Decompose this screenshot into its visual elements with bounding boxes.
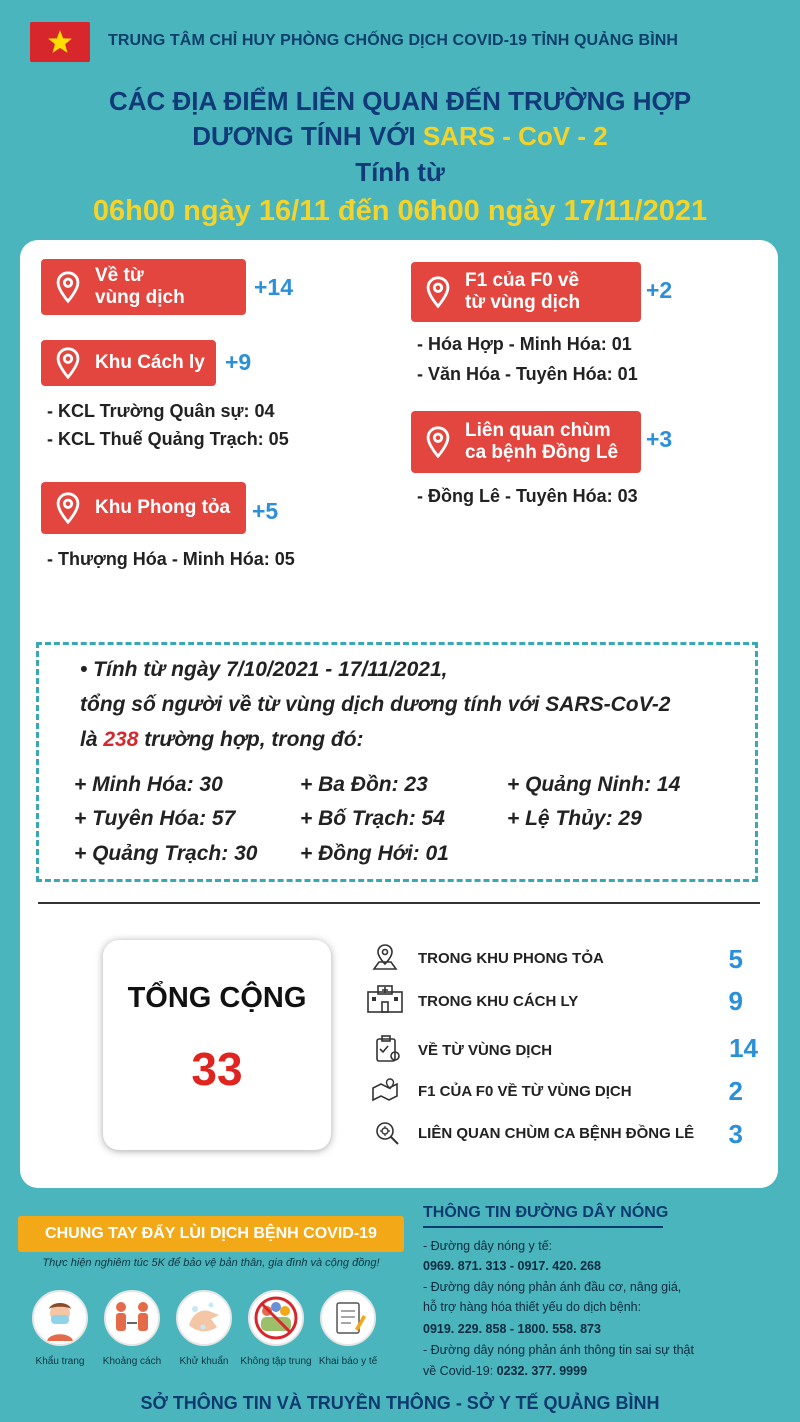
hotline-text: - Đường dây nóng phản ánh thông tin sai sự thật — [423, 1343, 694, 1357]
location-pin-icon — [51, 491, 85, 525]
count-f1-cua-f0: +2 — [646, 277, 673, 303]
mask-icon — [32, 1290, 88, 1346]
total-box — [103, 940, 331, 1150]
title-line-3: Tính từ — [355, 157, 445, 187]
stat-label: LIÊN QUAN CHÙM CA BỆNH ĐỒNG LÊ — [418, 1125, 695, 1142]
stat-label: TRONG KHU CÁCH LY — [418, 993, 579, 1010]
location-pin-icon — [421, 425, 455, 459]
district-count: + Quảng Ninh: 14 — [507, 773, 681, 796]
district-count: + Đồng Hới: 01 — [300, 842, 449, 865]
hotline-number: 0969. 871. 313 - 0917. 420. 268 — [423, 1259, 601, 1273]
district-count: + Ba Đồn: 23 — [300, 773, 428, 796]
count-khu-cach-ly: +9 — [225, 349, 252, 375]
k5-label: Khử khuẩn — [179, 1356, 229, 1367]
map-route-icon — [370, 1076, 400, 1106]
tag-khu-cach-ly: Khu Cách ly — [41, 340, 216, 386]
tag-ve-tu-vung-dich: Về từ vùng dịch — [41, 259, 246, 315]
campaign-banner: CHUNG TAY ĐẨY LÙI DỊCH BỆNH COVID-19 — [18, 1216, 404, 1252]
list-item: - Văn Hóa - Tuyên Hóa: 01 — [417, 364, 638, 384]
virus-search-icon — [372, 1118, 402, 1148]
tag-khu-phong-toa: Khu Phong tỏa — [41, 482, 246, 534]
list-item: - Đồng Lê - Tuyên Hóa: 03 — [417, 486, 638, 506]
district-count: + Quảng Trạch: 30 — [74, 842, 258, 865]
list-item: - KCL Trường Quân sự: 04 — [47, 401, 275, 421]
district-count: + Tuyên Hóa: 57 — [74, 807, 236, 830]
organization-name: TRUNG TÂM CHỈ HUY PHÒNG CHỐNG DỊCH COVID-19 TỈNH QUẢNG BÌNH — [108, 32, 679, 49]
footer-text: SỞ THÔNG TIN VÀ TRUYỀN THÔNG - SỞ Y TẾ QUẢNG BÌNH — [140, 1393, 660, 1413]
district-count: + Lệ Thủy: 29 — [507, 807, 642, 830]
location-pin-icon — [421, 275, 455, 309]
count-lien-quan-chum: +3 — [646, 426, 673, 452]
stat-value: 3 — [728, 1119, 743, 1149]
title-line-2: DƯƠNG TÍNH VỚI SARS - CoV - 2 — [192, 121, 608, 151]
hotline-text: - Đường dây nóng phản ánh đầu cơ, nâng giá, — [423, 1280, 682, 1294]
count-khu-phong-toa: +5 — [252, 498, 279, 524]
location-pin-icon — [51, 270, 85, 304]
k5-label: Khẩu trang — [35, 1356, 85, 1367]
k5-label: Không tập trung — [240, 1356, 312, 1367]
hotline-number: 0919. 229. 858 - 1800. 558. 873 — [423, 1322, 601, 1336]
title-line-1: CÁC ĐỊA ĐIỂM LIÊN QUAN ĐẾN TRƯỜNG HỢP — [108, 86, 692, 116]
total-value: 33 — [191, 1043, 243, 1095]
district-count: + Minh Hóa: 30 — [74, 773, 223, 796]
stat-value: 9 — [728, 986, 743, 1016]
list-item: - Hóa Hợp - Minh Hóa: 01 — [417, 334, 632, 354]
hotline-underline — [423, 1226, 663, 1228]
tag-lien-quan-chum: Liên quan chùm ca bệnh Đồng Lê — [411, 411, 641, 473]
stat-label: TRONG KHU PHONG TỎA — [418, 950, 604, 967]
k5-label: Khoảng cách — [102, 1356, 162, 1367]
stat-label: F1 CỦA F0 VỀ TỪ VÙNG DỊCH — [418, 1083, 632, 1100]
vietnam-flag-icon — [30, 22, 90, 62]
district-count: + Bố Trạch: 54 — [300, 807, 445, 830]
stat-value: 14 — [729, 1033, 758, 1063]
hotline-text: - Đường dây nóng y tế: — [423, 1239, 553, 1253]
campaign-subtitle: Thực hiện nghiêm túc 5K để bảo vệ bản thân, gia đình và cộng đồng! — [42, 1257, 380, 1269]
tag-f1-cua-f0: F1 của F0 về từ vùng dịch — [411, 262, 641, 322]
hotline-title: THÔNG TIN ĐƯỜNG DÂY NÓNG — [423, 1204, 669, 1221]
hospital-icon — [362, 984, 408, 1014]
handwash-icon — [176, 1290, 232, 1346]
list-item: - KCL Thuế Quảng Trạch: 05 — [47, 429, 289, 449]
summary-line-1: • Tính từ ngày 7/10/2021 - 17/11/2021, — [80, 658, 448, 681]
summary-total-number: 238 — [103, 728, 139, 751]
summary-line-2: tổng số người về từ vùng dịch dương tính với SARS-CoV-2 — [80, 693, 671, 716]
title-date-range: 06h00 ngày 16/11 đến 06h00 ngày 17/11/2021 — [92, 195, 708, 227]
divider — [38, 902, 760, 904]
list-item: - Thượng Hóa - Minh Hóa: 05 — [47, 549, 295, 569]
hotline-text: về Covid-19: 0232. 377. 9999 — [423, 1364, 588, 1378]
no-gathering-icon — [248, 1290, 304, 1346]
clipboard-icon — [372, 1034, 402, 1064]
k5-label: Khai báo y tế — [318, 1356, 378, 1367]
stat-value: 2 — [728, 1076, 743, 1106]
hotline-text: hỗ trợ hàng hóa thiết yếu do dịch bệnh: — [423, 1300, 642, 1314]
location-pin-icon — [51, 346, 85, 380]
summary-line-3: là 238 trường hợp, trong đó: — [80, 728, 364, 751]
map-pin-icon — [370, 942, 400, 972]
stat-value: 5 — [728, 944, 743, 974]
distance-icon — [104, 1290, 160, 1346]
count-ve-tu-vung-dich: +14 — [254, 274, 294, 300]
total-label: TỔNG CỘNG — [127, 982, 307, 1014]
health-declaration-icon — [320, 1290, 376, 1346]
stat-label: VỀ TỪ VÙNG DỊCH — [418, 1042, 553, 1059]
